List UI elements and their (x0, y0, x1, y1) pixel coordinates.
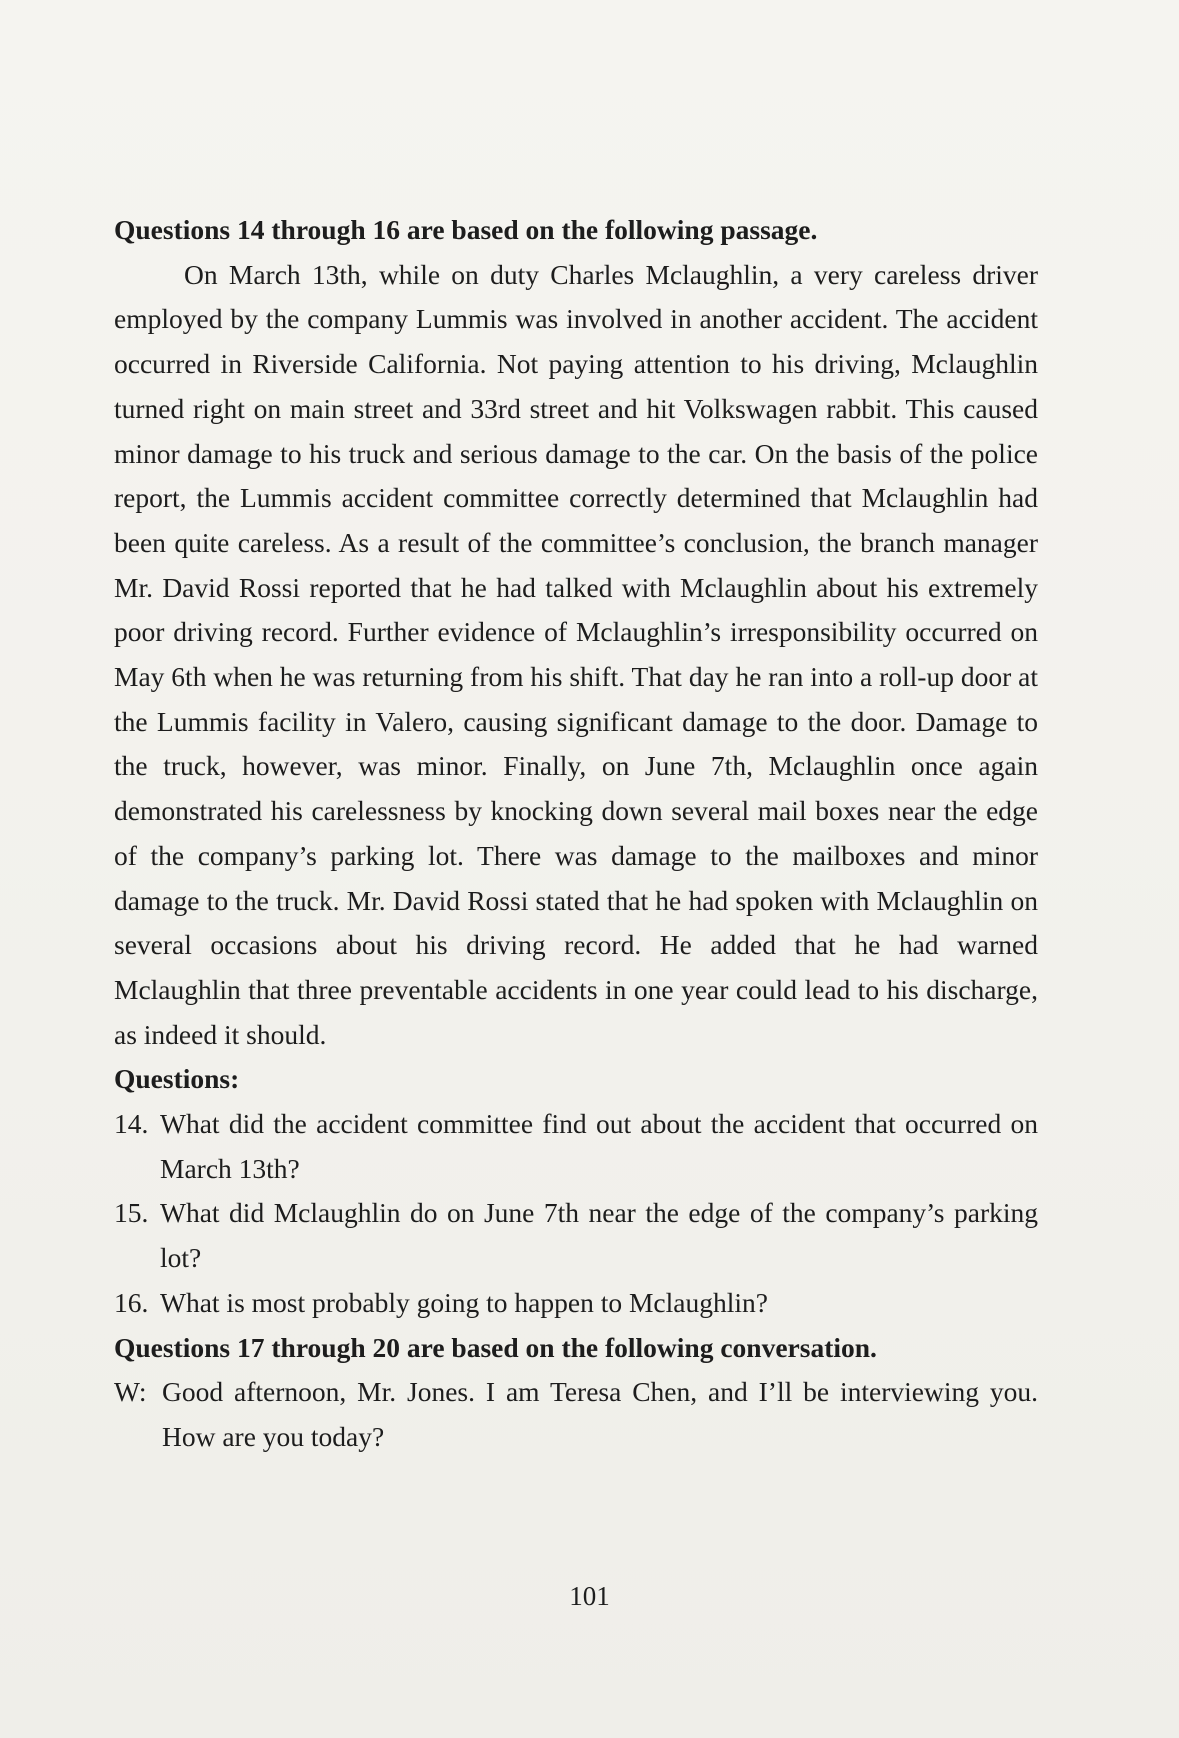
page-number: 101 (569, 1581, 610, 1611)
question-text: What is most probably going to happen to Mclaughlin? (160, 1286, 768, 1318)
question-14 (114, 1102, 1038, 1191)
dialog-line (114, 1370, 1038, 1459)
passage-heading: Questions 14 through 16 are based on the following passage. (114, 214, 818, 245)
passage-text: On March 13th, while on duty Charles Mclaughlin, a very careless driver employed by the company Lummis was involved in another accident. The accident occurred in Riverside California. Not paying attention to his driving, Mclaughlin turned right on main street and 33rd street and hit Volkswagen rabbit. This caused minor damage to his truck and serious damage to the car. On the basis of the police report, the Lummis accident committee correctly determined that Mclaughlin had been quite careless. As a result of the committee’s conclusion, the branch manager Mr. David Rossi reported that he had talked with Mclaughlin about his extremely poor driving record. Further evidence of Mclaughlin’s irresponsibility occurred on May 6th when he was returning from his shift. That day he ran into a roll-up door at the Lummis facility in Valero, causing significant damage to the door. Damage to the truck, however, was minor. Finally, on June 7th, Mclaughlin once again demonstrated his carelessness by knocking down several mail boxes near the edge of the company’s parking lot. There was damage to the mailboxes and minor damage to the truck. Mr. David Rossi stated that he had spoken with Mclaughlin on several occasions about his driving record. He added that he had warned Mclaughlin that three preventable accidents in one year could lead to his discharge, as indeed it should. (114, 258, 1038, 1050)
question-number: 15. (114, 1197, 149, 1229)
conversation-heading: Questions 17 through 20 are based on the following conversation. (114, 1331, 877, 1363)
page-content (114, 208, 1038, 1460)
speaker-label: W: (114, 1376, 147, 1408)
question-number: 16. (114, 1286, 149, 1318)
questions-label: Questions: (114, 1063, 240, 1095)
question-text: What did Mclaughlin do on June 7th near the edge of the company’s parking lot? (160, 1197, 1038, 1274)
question-number: 14. (114, 1108, 149, 1140)
question-text: What did the accident committee find out about the accident that occurred on March 13th? (160, 1108, 1038, 1184)
question-15 (114, 1191, 1038, 1280)
question-16 (114, 1281, 1038, 1326)
dialog-text: Good afternoon, Mr. Jones. I am Teresa Chen, and I’ll be interviewing you. How are you today? (162, 1376, 1038, 1452)
